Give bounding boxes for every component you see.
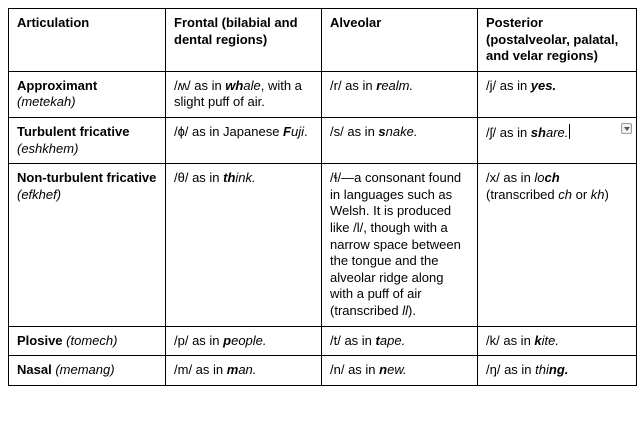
row-header-cell[interactable]	[9, 164, 166, 326]
cell-text-run: k	[534, 332, 542, 348]
cell-text-run: /ŋ/ as in	[486, 362, 536, 378]
posterior-cell[interactable]	[478, 326, 637, 356]
cell-text-run: , with a slight puff of air.	[174, 77, 302, 110]
cell-text-run: thi	[535, 362, 549, 378]
frontal-cell[interactable]	[166, 356, 322, 386]
cell-text-run: /p/ as in	[174, 332, 224, 348]
articulation-term: Approximant	[17, 77, 98, 93]
posterior-cell[interactable]	[478, 117, 637, 163]
articulation-table	[8, 8, 637, 386]
cell-text-run: sh	[530, 124, 546, 140]
cell-text-run: r	[376, 77, 382, 93]
frontal-cell[interactable]	[166, 326, 322, 356]
articulation-term: Nasal	[17, 362, 52, 378]
table-row	[9, 326, 637, 356]
cell-text-run: th	[223, 170, 236, 186]
posterior-cell[interactable]	[478, 71, 637, 117]
cell-text-run: ch	[558, 186, 572, 202]
cell-text-run: uji	[291, 123, 305, 139]
row-header-cell[interactable]	[9, 356, 166, 386]
table-row	[9, 356, 637, 386]
cell-text-run: m	[226, 362, 239, 378]
frontal-cell[interactable]	[166, 164, 322, 326]
cell-text-run: F	[283, 123, 291, 139]
row-header-cell[interactable]	[9, 326, 166, 356]
cell-text-run: t	[375, 332, 380, 348]
cell-text-run: ealm.	[381, 77, 414, 93]
cell-text-run: /x/ as in	[486, 170, 535, 186]
posterior-cell[interactable]	[478, 164, 637, 326]
cell-text-run: /ʍ/ as in	[174, 77, 226, 93]
cell-text-run: /s/ as in	[330, 123, 379, 139]
row-header-cell[interactable]	[9, 117, 166, 163]
alveolar-cell[interactable]	[322, 117, 478, 163]
header-row	[9, 9, 637, 72]
cell-text-run: .	[304, 123, 308, 139]
cell-text-run: /n/ as in	[330, 362, 380, 378]
cell-text-run: /ɬ/—a consonant found in languages such as Welsh. It is produced like /l/, though with a narrow space between the tongue and the alveolar ridge along with a puff of air (transcribed	[330, 170, 462, 318]
cell-text-run: es.	[538, 77, 557, 93]
native-term: (efkhef)	[17, 186, 62, 202]
table-row	[9, 71, 637, 117]
cell-text-run: ale	[243, 77, 261, 93]
alveolar-cell[interactable]	[322, 356, 478, 386]
header-cell[interactable]: Alveolar	[322, 9, 478, 72]
table-row	[9, 117, 637, 163]
header-cell[interactable]: Frontal (bilabial and dental regions)	[166, 9, 322, 72]
cell-text-run: ).	[408, 302, 416, 318]
cell-text-run: /ʃ/ as in	[486, 124, 531, 140]
cell-text-run: ite.	[541, 332, 559, 348]
table-row	[9, 164, 637, 326]
cell-text-run: ll	[402, 302, 409, 318]
cell-text-run: p	[223, 332, 232, 348]
row-header-cell[interactable]	[9, 71, 166, 117]
cell-text-run: n	[379, 362, 388, 378]
posterior-cell[interactable]	[478, 356, 637, 386]
cell-text-run: /θ/ as in	[174, 170, 224, 186]
cell-text-run: ink.	[235, 170, 256, 186]
articulation-term: Plosive	[17, 332, 63, 348]
cell-text-run: /j/ as in	[486, 77, 531, 93]
frontal-cell[interactable]	[166, 71, 322, 117]
cell-text-run: ng.	[548, 362, 569, 378]
cell-text-run: kh	[590, 186, 605, 202]
alveolar-cell[interactable]	[322, 71, 478, 117]
cell-text-run: ew.	[387, 362, 407, 378]
native-term: (tomech)	[66, 332, 118, 348]
cell-text-run: s	[378, 123, 386, 139]
articulation-term: Non-turbulent fricative	[17, 170, 157, 186]
cell-text-run: )	[604, 186, 609, 202]
cell-text-run: ape.	[379, 332, 406, 348]
articulation-term: Turbulent fricative	[17, 123, 130, 139]
cell-text-run: nake.	[385, 123, 418, 139]
cell-text-run: y	[530, 77, 539, 93]
cell-text-run: /r/ as in	[330, 77, 377, 93]
cell-text-run: are.	[545, 124, 569, 140]
alveolar-cell[interactable]	[322, 326, 478, 356]
text-cursor	[569, 124, 570, 139]
cell-dropdown-icon[interactable]	[621, 123, 632, 134]
native-term: (memang)	[55, 362, 115, 378]
cell-text-run: (transcribed	[486, 186, 559, 202]
cell-text-run: /t/ as in	[330, 332, 376, 348]
cell-text-run: an.	[238, 362, 257, 378]
frontal-cell[interactable]	[166, 117, 322, 163]
header-cell[interactable]: Posterior (postalveolar, palatal, and velar regions)	[478, 9, 637, 72]
native-term: (metekah)	[17, 94, 76, 110]
header-cell[interactable]: Articulation	[9, 9, 166, 72]
cell-text-run: or	[571, 186, 591, 202]
cell-text-run: /m/ as in	[174, 362, 227, 378]
native-term: (eshkhem)	[17, 140, 79, 156]
alveolar-cell[interactable]	[322, 164, 478, 326]
cell-text-run: lo	[534, 170, 545, 186]
cell-text-run: ch	[544, 170, 560, 186]
cell-text-run: /ɸ/ as in Japanese	[174, 123, 284, 139]
cell-text-run: wh	[225, 77, 244, 93]
cell-text-run: eople.	[231, 332, 267, 348]
cell-text-run: /k/ as in	[486, 332, 535, 348]
